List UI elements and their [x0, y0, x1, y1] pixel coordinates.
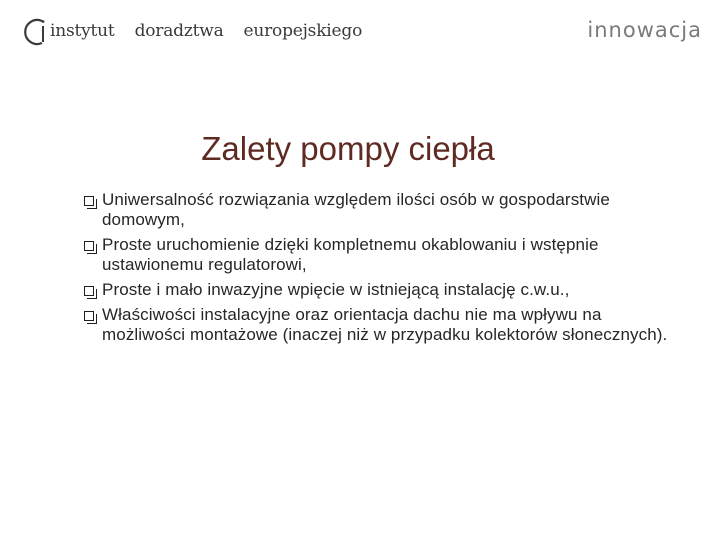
list-item [82, 305, 682, 345]
square-bullet-icon [84, 241, 94, 251]
circle-c-logo-icon [22, 14, 48, 50]
bullet-text: Właściwości instalacyjne oraz orientacja dachu nie ma wpływu na możliwości montażowe (inaczej niż w przypadku kolektorów słonecznych). [102, 305, 668, 344]
list-item [82, 235, 682, 275]
list-item [82, 280, 682, 300]
square-bullet-icon [84, 286, 94, 296]
bullet-text: Proste i mało inwazyjne wpięcie w istniejącą instalację c.w.u., [102, 280, 570, 299]
slide-header [0, 0, 720, 60]
bullet-list [82, 190, 682, 350]
logo-text [50, 21, 362, 41]
logo-word-instytut: instytut [50, 21, 115, 41]
square-bullet-icon [84, 311, 94, 321]
bullet-text: Proste uruchomienie dzięki kompletnemu okablowaniu i wstępnie ustawionemu regulatorowi, [102, 235, 599, 274]
institute-logo [22, 14, 362, 50]
bullet-text: Uniwersalność rozwiązania względem ilości osób w gospodarstwie domowym, [102, 190, 610, 229]
slide-title: Zalety pompy ciepła [201, 130, 495, 167]
innowacja-logo: innowacja [587, 18, 702, 42]
list-item [82, 190, 682, 230]
logo-word-europejskiego: europejskiego [243, 21, 363, 41]
square-bullet-icon [84, 196, 94, 206]
logo-word-doradztwa: doradztwa [134, 21, 224, 41]
